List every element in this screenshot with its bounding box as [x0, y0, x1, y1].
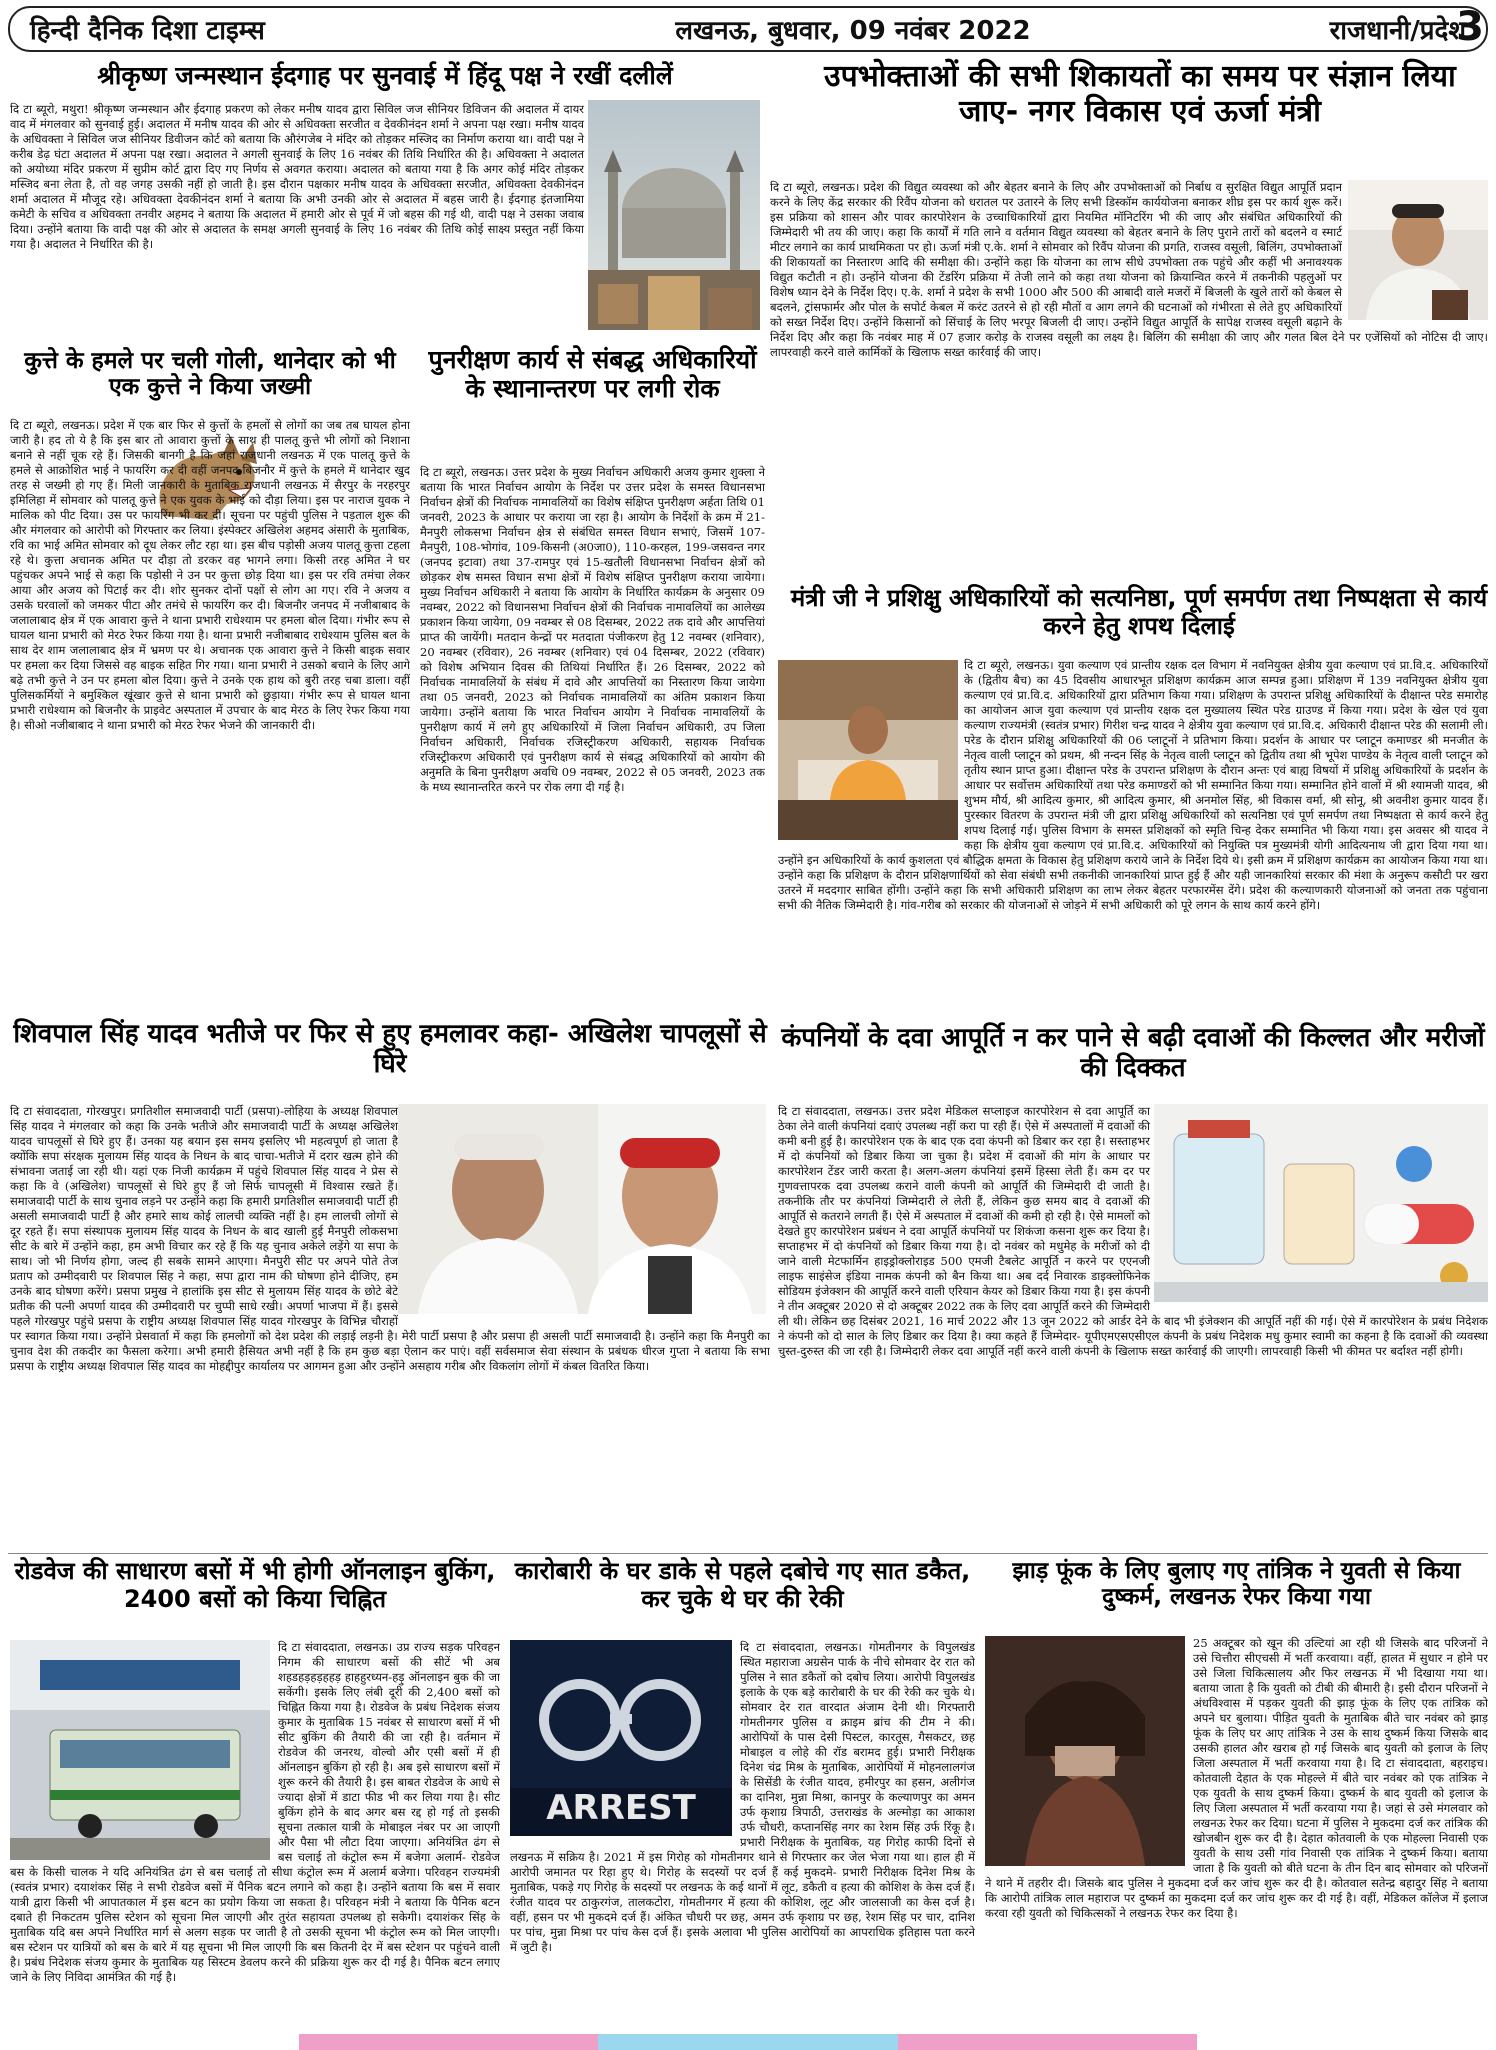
headline-medicine-shortage: कंपनियों के दवा आपूर्ति न कर पाने से बढ़ी दवाओं की किल्लत और मरीजों की दिक्कत: [781, 1023, 1485, 1083]
section-name: राजधानी/प्रदेश: [1329, 16, 1466, 46]
page-number: 3: [1456, 4, 1484, 50]
story-text: दि टा संवाददाता, लखनऊ। उप्र राज्य सड़क परिवहन निगम की साधारण बसों की सीटें भी अब शहडहड़हड़हहड़ हाहहुरध्यन-हड़ु ऑनलाइन बुक की जा सकेंगी। इसके लिए लंबी दूरी की 2,400 बसों को चिह्नित किया गया है। रोडवेज के प्रबंध निदेशक संजय कुमार के मुताबिक 15 नवंबर से साधारण बसों में भी सीट बुकिंग की तैयारी की जा रही है। वर्तमान में रोडवेज की जनरथ, वोल्वो और एसी बसों में ही ऑनलाइन बुकिंग हो रही है। अब इसे साधारण बसों में शुरू करने की तैयारी है। इस बाबत रोडवेज के आधे से ज्यादा क्षेत्रों में डाटा फीड भी कर लिया गया है। सीट बुकिंग होने के बाद अगर बस रद्द हो गई तो इसकी सूचना तत्काल यात्री के मोबाइल नंबर पर आ जाएगी और पैसा भी लौटा दिया जाएगा। अनियंत्रित ढंग से बस चलाई तो कंट्रोल रूम में बजेगा अलार्म- रोडवेज बस के किसी चालक ने यदि अनियंत्रित ढंग से बस चलाई तो सीधा कंट्रोल रूम में अलार्म बजेगा। परिवहन राज्यमंत्री (स्वतंत्र प्रभार) दयाशंकर सिंह ने सभी रोडवेज बसों में पैनिक बटन लगाने को कहा है। उन्होंने बताया कि बस में सवार यात्री द्वारा किसी भी आपातकाल में इस बटन का प्रयोग किया जा सकता है। परिवहन मंत्री ने बताया कि पैनिक बटन दबाते ही निकटतम पुलिस स्टेशन को सूचना मिल जाएगी और तुरंत सहायता उपलब्ध हो सकेगी। दयाशंकर सिंह के मुताबिक यदि बस अपने निर्धारित मार्ग से अलग सड़क पर जाती है तो उसकी सूचना भी कंट्रोल रूम को मिल जाएगी। बस स्टेशन पर यात्रियों को बस के बारे में यह सूचना भी मिल जाएगी कि बस कितनी देर में बस स्टेशन पर पहुंचने वाली है। प्रबंध निदेशक संजय कुमार के मुताबिक यह सिस्टम डेवलप करने की प्रक्रिया शुरू कर दी गई है। पैनिक बटन लगाए जाने के लिए निविदा आमंत्रित की गई है।: [10, 1640, 500, 1984]
headline-shivpal: शिवपाल सिंह यादव भतीजे पर फिर से हुए हमलावर कहा- अखिलेश चापलूसों से घिरे: [13, 1019, 767, 1079]
photo-medicines: [1154, 1104, 1488, 1302]
story-dog-attack-body: [10, 418, 410, 1010]
photo-spacer: [510, 1640, 740, 1840]
story-text: 25 अक्टूबर को खून की उल्टियां आ रही थी जिसके बाद परिजनों ने उसे चित्तौरा सीएचसी में भर्ती करवाया। वहीं, हालत में सुधार न होने पर उसे जिला चिकित्सालय और फिर लखनऊ में भी दिखाया गया था। बताया जाता है कि युवती को टीबी की बीमारी है। इसी दौरान परिजनों ने अंधविश्वास में पड़कर युवती की झाड़ फूंक के लिए एक तांत्रिक को अपने घर बुलाया। पीड़ित युवती के मुताबिक बीते चार नवंबर को झाड़ फूंक के लिए घर आए तांत्रिक ने उस के साथ दुष्कर्म किया जिसके बाद उसकी हालत और खराब हो गई जिसके बाद युवती को इलाज के लिए जिला अस्पताल में भर्ती करवाया गया है। दि टा संवाददाता, बहराइच। कोतवाली देहात के एक मोहल्ले में बीते चार नवंबर को एक तांत्रिक ने एक युवती के साथ दुष्कर्म किया। दुष्कर्म के बाद युवती को इलाज के लिए जिला अस्पताल में भर्ती करवाया गया है। जहां से उसे मंगलवार को लखनऊ रेफर कर दिया। घटना में पुलिस ने मुकदमा दर्ज कर तांत्रिक की खोजबीन शुरू कर दी है। देहात कोतवाली के एक मोहल्ला निवासी एक युवती के साथ उसी गांव निवासी एक तांत्रिक ने दुष्कर्म किया। बताया जाता है कि युवती को बीते घटना के तीन दिन बाद सोमवार को परिजनों ने थाने में तहरीर दी। जिसके बाद पुलिस ने मुकदमा दर्ज कर जांच शुरू कर दी है। कोतवाल सतेन्द्र बहादुर सिंह ने बताया कि आरोपी तांत्रिक लाल महाराज पर दुष्कर्म का मुकदमा दर्ज कर जांच शुरू कर दी गई है। वहीं, मेडिकल कॉलेज में इलाज करवा रही युवती को चिकित्सकों ने लखनऊ रेफर कर दिया है।: [985, 1636, 1488, 1920]
story-dacoits-body: [510, 1640, 975, 2032]
headline-trainee-oath: मंत्री जी ने प्रशिक्षु अधिकारियों को सत्यनिष्ठा, पूर्ण समर्पण तथा निष्पक्षता से कार्य करने हेतु शपथ दिलाई: [790, 584, 1488, 640]
story-text: दि टा ब्यूरो, लखनऊ। युवा कल्याण एवं प्रान्तीय रक्षक दल विभाग में नवनियुक्त क्षेत्रीय युवा कल्याण एवं प्रा.वि.द. अधिकारियों के (द्वितीय बैच) का 45 दिवसीय आधारभूत प्रशिक्षण कार्यक्रम आज सम्पन्न हुआ। प्रशिक्षण में 139 नवनियुक्त क्षेत्रीय युवा कल्याण एवं प्रा.वि.द. अधिकारियों द्वारा प्रतिभाग किया गया। प्रशिक्षण के उपरान्त प्रशिक्षु अधिकारियों के दीक्षान्त परेड समारोह का आयोजन आज युवा कल्याण एवं प्रान्तीय रक्षक दल मुख्यालय स्थित परेड ग्राउण्ड में किया गया। प्रदेश के खेल एवं युवा कल्याण राज्यमंत्री (स्वतंत्र प्रभार) गिरीश चन्द्र यादव ने क्षेत्रीय युवा कल्याण एवं प्रा.वि.द. अधिकारी दीक्षान्त परेड की सलामी ली। परेड के दौरान प्रशिक्षु अधिकारियों की 06 प्लाटूनों ने प्रतिभाग किया। प्रदर्शन के आधार पर प्लाटून कमाण्डर श्री मनजीत के नेतृत्व वाली प्लाटून को प्रथम, श्री नन्दन सिंह के नेतृत्व वाली प्लाटून को द्वितीय तथा श्री भूपेश पाण्डेय के नेतृत्व वाली प्लाटून को तृतीय स्थान प्राप्त हुआ। दीक्षान्त परेड के उपरान्त प्रशिक्षण के दौरान अन्तः एवं बाह्य विषयों में प्रशिक्षु अधिकारियों के प्रदर्शन के आधार पर सर्वोत्तम अधिकारियों तथा परेड कमाण्डरों को भी सम्मानित किया गया। सम्मानित होने वालों में श्री श्यामजी यादव, श्री शुभम मौर्य, श्री आदित्य कुमार, श्री आदित्य कुमार, श्री अनमोल सिंह, श्री विकास वर्मा, श्री सोनू, श्री अवनीश कुमार यादव हैं। पुरस्कार वितरण के उपरान्त मंत्री जी द्वारा प्रशिक्षु अधिकारियों को सत्यनिष्ठा एवं पूर्ण समर्पण तथा निष्पक्षता से कार्य करने हेतु शपथ दिलाई गई। पुलिस विभाग के समस्त प्रशिक्षकों को स्मृति चिन्ह देकर सम्मानित भी किया गया। इस अवसर श्री यादव ने कहा कि क्षेत्रीय युवा कल्याण एवं प्रा.वि.द. अधिकारियों को नियुक्ति पत्र मुख्यमंत्री योगी आदित्यनाथ जी द्वारा दिया गया था। उन्होंने इन अधिकारियों के कार्य कुशलता एवं बौद्धिक क्षमता के विकास हेतु प्रशिक्षण कराये जाने के निर्देश दिये थे। इसी क्रम में प्रशिक्षण कार्यक्रम का आयोजन किया गया था। उन्होंने कहा कि प्रशिक्षण के दौरान प्रशिक्षणार्थियों को सेवा संबंधी सभी तकनीकी जानकारियां प्राप्त हुई हैं और यही जानकारियां सरकार की मंशा के अनुरूप कसौटी पर खरा उतरने में मददगार साबित होंगी। उन्होंने कहा कि सभी अधिकारी प्रशिक्षण का लाभ लेकर बेहतर परफारमेंस देंगे। प्रदेश की कल्याणकारी योजनाओं को जनता तक पहुंचाना सभी की नैतिक जिम्मेदारी है। गांव-गरीब को सरकार की योजनाओं से जोड़ने में सभी अधिकारी को पूरे लगन के साथ कार्य करने होंगे।: [778, 658, 1488, 912]
story-tantrik-body: [985, 1636, 1488, 2032]
photo-mathura-temple: [588, 100, 760, 330]
headline-revision-transfer-ban: पुनरीक्षण कार्य से संबद्ध अधिकारियों के स्थानान्तरण पर लगी रोक: [428, 345, 757, 403]
headline-consumer-complaints: उपभोक्ताओं की सभी शिकायतों का समय पर संज्ञान लिया जाए- नगर विकास एवं ऊर्जा मंत्री: [824, 59, 1456, 129]
arrest-photo-label: ARREST: [546, 1788, 696, 1828]
photo-shivpal-akhilesh: [398, 1104, 766, 1314]
newspaper-name: हिन्दी दैनिक दिशा टाइम्स: [30, 16, 265, 46]
headline-roadways-booking: रोडवेज की साधारण बसों में भी होगी ऑनलाइन बुकिंग, 2400 बसों को किया चिह्नित: [14, 1557, 496, 1613]
headline-janmasthan: श्रीकृष्ण जन्मस्थान ईदगाह पर सुनवाई में हिंदू पक्ष ने रखीं दलीलें: [97, 61, 673, 90]
footer-color-bar: [0, 2034, 1496, 2050]
story-roadways-body: [10, 1640, 500, 2032]
story-text: दि टा ब्यूरो, मथुरा! श्रीकृष्ण जन्मस्थान और ईदगाह प्रकरण को लेकर मनीष यादव द्वारा सिविल जज सीनियर डिविजन की अदालत में दायर वाद में मंगलवार को सुनवाई हुई। अदालत में मनीष यादव की ओर से अधिवक्ता सरजीत व देवकीनंदन शर्मा ने अपना पक्ष रखा। मनीष यादव के अधिवक्ता ने सिविल जज सीनियर डिवीजन कोर्ट को बताया कि औरंगजेब ने मंदिर को तोड़कर मस्जिद का निर्माण कराया था। वादी पक्ष ने करीब डेढ़ घंटा अदालत में अपना पक्ष रखा। अदालत ने अगली सुनवाई के लिए 16 नवंबर की तिथि निर्धारित की है। अधिवक्ता ने अदालत को अयोध्या मंदिर प्रकरण में सुप्रीम कोर्ट द्वारा दिए गए निर्णय से अवगत कराया। अदालत को बताया गया है कि अगर कोई मंदिर तोड़कर मस्जिद बना लेता है, तो वह जगह उसकी नहीं हो जाती है। इस दौरान पक्षकार मनीष यादव के अधिवक्ता सरजीत, अधिवक्ता देवकीनंदन शर्मा अदालत में मौजूद रहे। अधिवक्ता देवकीनंदन शर्मा ने बताया कि अभी उनकी ओर से अदालत में बहस जारी है। ईदगाह इंतजामिया कमेटी के सचिव व अधिवक्ता तनवीर अहमद ने बताया कि अदालत में हमारी ओर से पूर्व में जो बहस की गई थी, वादी पक्ष ने उसका जवाब दिया। उन्होंने बताया कि वादी पक्ष की ओर से अदालत के समक्ष अगली सुनवाई के लिए 16 नवंबर की तिथि कोई साक्ष्य प्रस्तुत नहीं किया गया है। अदालत ने निर्धारित की है।: [10, 102, 584, 251]
photo-spacer: [985, 1636, 1193, 1870]
headline-dacoits-arrested: कारोबारी के घर डाके से पहले दबोचे गए सात डकैत, कर चुके थे घर की रेकी: [514, 1557, 971, 1613]
photo-energy-minister: [1348, 180, 1488, 320]
headline-dog-attack: कुत्ते के हमले पर चली गोली, थानेदार को भी एक कुत्ते ने किया जख्मी: [24, 348, 396, 401]
story-revision-body: दि टा ब्यूरो, लखनऊ। उत्तर प्रदेश के मुख्य निर्वाचन अधिकारी अजय कुमार शुक्ला ने बताया कि भारत निर्वाचन आयोग के निर्देश पर उत्तर प्रदेश के समस्त विधानसभा निर्वाचन क्षेत्रों की निर्वाचक नामावलियों का विशेष संक्षिप्त पुनरीक्षण अर्हता तिथि 01 जनवरी, 2023 के आधार पर कराया जा रहा है। आयोग के निर्देशों के क्रम में 21-मैनपुरी लोकसभा निर्वाचन क्षेत्र से संबंधित समस्त विधान सभाएं, जिसमें 107-मैनपुरी, 108-भोगांव, 109-किसनी (अ0जा0), 110-करहल, 199-जसवन्त नगर (जनपद इटावा) तथा 37-रामपुर एवं 15-खतौली विधानसभा निर्वाचन क्षेत्रों को छोड़कर शेष समस्त विधान सभा क्षेत्रों में विशेष संक्षिप्त पुनरीक्षण कराया जायेगा। मुख्य निर्वाचन अधिकारी ने बताया कि आयोग के निर्धारित कार्यक्रम के अनुसार 09 नवम्बर, 2022 को विधानसभा निर्वाचन क्षेत्रों की निर्वाचक नामावलियों का आलेख्य प्रकाशन किया जायेगा, 09 नवम्बर से 08 दिसम्बर, 2022 तक दावे और आपत्तियां प्राप्त की जायेंगी। मतदान केन्द्रों पर मतदाता पंजीकरण हेतु 12 नवम्बर (शनिवार), 20 नवम्बर (रविवार), 26 नवम्बर (शनिवार) एवं 04 दिसम्बर, 2022 (रविवार) को विशेष अभियान दिवस की तिथियां निर्धारित हैं। 26 दिसम्बर, 2022 को निर्वाचक नामावलियों के संबंध में दावे और आपत्तियों का निस्तारण किया जायेगा तथा 05 जनवरी, 2023 को निर्वाचक नामावलियों का अंतिम प्रकाशन किया जायेगा। उन्होंने बताया कि भारत निर्वाचन आयोग ने निर्वाचक नामावलियों के पुनरीक्षण कार्य में लगे हुए अधिकारियों में जिला निर्वाचन अधिकारी, उप जिला निर्वाचन अधिकारी, निर्वाचक रजिस्ट्रीकरण अधिकारी, सहायक निर्वाचक रजिस्ट्रीकरण अधिकारी एवं पुनरीक्षण कार्य से संबद्ध अधिकारियों को आयोग की अनुमति के बिना पुनरीक्षण अवधि 09 नवम्बर, 2022 से 05 जनवरी, 2023 तक के मध्य स्थानान्तरित करने पर रोक लगा दी गई है।: [420, 465, 765, 794]
divider: [8, 1553, 1488, 1554]
story-text: दि टा संवाददाता, लखनऊ। गोमतीनगर के विपुलखंड स्थित महाराजा अग्रसेन पार्क के नीचे सोमवार देर रात को पुलिस ने सात डकैतों को दबोच लिया। आरोपी विपुलखंड इलाके के एक बड़े कारोबारी के घर की रेकी कर चुके थे। सोमवार देर रात वारदात अंजाम देनी थी। गिरफ्तारी गोमतीनगर पुलिस व क्राइम ब्रांच की टीम ने की। आरोपियों के पास देसी पिस्टल, कारतूस, गैसकटर, छह मोबाइल व लोहे की रॉड बरामद हुई। प्रभारी निरीक्षक दिनेश चंद्र मिश्र के मुताबिक, आरोपियों में मोहनलालगंज के सिसेंडी के रंजीत यादव, हमीरपुर का हसन, अलीगंज का दानिश, मुन्ना मिश्रा, कानपुर के कल्याणपुर का अमन उर्फ कृशाग्र त्रिपाठी, उत्तराखंड के अल्मोड़ा का आकाश उर्फ चौधरी, कप्तानसिंह नगर का रेशम सिंह उर्फ रिंकू है। प्रभारी निरीक्षक के मुताबिक, यह गिरोह काफी दिनों से लखनऊ में सक्रिय है। 2021 में इस गिरोह को गोमतीनगर थाने से गिरफ्तार कर जेल भेजा गया था। हाल ही में आरोपी जमानत पर रिहा हुए थे। गिरोह के सदस्यों पर दर्ज हैं कई मुकदमे- प्रभारी निरीक्षक दिनेश मिश्र के मुताबिक, पकड़े गए गिरोह के सदस्यों पर लखनऊ के कई थानों में लूट, डकैती व हत्या की कोशिश के केस दर्ज हैं। रंजीत यादव पर ठाकुरगंज, तालकटोरा, गोमतीनगर में हत्या की कोशिश, लूट और जालसाजी का केस दर्ज है। वहीं, हसन पर भी मुकदमे दर्ज हैं। अंकित चौधरी पर छह, अमन उर्फ कृशाग्र पर छह, रेशम सिंह पर चार, दानिश पर पांच, मुन्ना मिश्रा पर पांच केस दर्ज हैं। इसके अलावा भी पुलिस आरोपियों का आपराधिक इतिहास पता करने में जुटी है।: [510, 1640, 975, 1954]
story-text: दि टा ब्यूरो, लखनऊ। प्रदेश में एक बार फिर से कुत्तों के हमलों से लोगों का जब तब घायल होना जारी है। हद तो ये है कि इस बार तो आवारा कुत्तों के साथ ही पालतू कुत्ते भी लोगों को निशाना बनाने से नहीं चूक रहे हैं। जिसकी बानगी है कि जहां राजधानी लखनऊ में एक पालतू कुत्ते के हमले से आक्रोशित भाई ने फायरिंग कर दी वहीं जनपद बिजनौर में कुत्ते के हमले में थानेदार खुद तरह से जख्मी हो गए हैं। मिली जानकारी के मुताबिक राजधानी लखनऊ में सैरपुर के नरहरपुर इमिलिहा में सोमवार को पालतू कुत्ते ने एक युवक के भाई को दौड़ा लिया। इस पर नाराज युवक ने मालिक को पीट दिया। उस पर फायरिंग भी कर दी। सूचना पर पहुंची पुलिस ने पड़ताल शुरू की और मंगलवार को आरोपी को गिरफ्तार कर लिया। इंस्पेक्टर अखिलेश अहमद अंसारी के मुताबिक, रवि का भाई अमित सोमवार को दूध लेकर लौट रहा था। इस बीच पड़ोसी अजय पालतू कुत्ता टहला रहे थे। कुत्ता अचानक अमित पर दौड़ा तो डरकर वह भागने लगा। किसी तरह अमित ने घर पहुंचकर अपने भाई से कहा कि पड़ोसी ने उन पर कुत्ता छोड़ दिया था। इस पर रवि तमंचा लेकर आया और अजय को पिटाई कर दी। शोर सुनकर दोनों पक्षों से लोग आ गए। रवि ने अजय व उसके घरवालों को जमकर पीटा और तमंचे से फायरिंग कर दी। बिजनौर जनपद में नजीबाबाद के जलालाबाद क्षेत्र में एक आवारा कुत्ते ने थाना प्रभारी राधेश्याम पर हमला बोल दिया। गंभीर रूप से घायल थाना प्रभारी को मेरठ रेफर किया गया है। थाना प्रभारी नजीबाबाद राधेश्याम पुलिस बल के साथ देर शाम जलालाबाद क्षेत्र में भ्रमण पर थे। अचानक एक आवारा कुत्ते ने किसी बाइक सवार पर हमला कर दिया जिससे वह बाइक सहित गिर गया। थाना प्रभारी ने उसको बचाने के लिए आगे बढ़े तभी कुत्ते ने उन पर हमला बोल दिया। कुत्ते ने उनके एक हाथ को बुरी तरह चबा डाला। वहीं पुलिसकर्मियों ने बमुश्किल खूंखार कुत्ते से थाना प्रभारी को छुड़ाया। गंभीर रूप से घायल थाना प्रभारी राधेश्याम को बिजनौर के प्राइवेट अस्पताल में उपचार के बाद मेरठ के लिए रेफर किया गया है। सीओ नजीबाबाद ने थाना प्रभारी को मेरठ रेफर भेजने की जानकारी दी।: [10, 418, 410, 732]
headline-tantrik: झाड़ फूंक के लिए बुलाए गए तांत्रिक ने युवती से किया दुष्कर्म, लखनऊ रेफर किया गया: [1012, 1558, 1461, 1611]
masthead: [8, 6, 1488, 52]
story-trainee-oath-body: [778, 658, 1488, 1014]
story-text: दि टा संवाददाता, गोरखपुर। प्रगतिशील समाजवादी पार्टी (प्रसपा)-लोहिया के अध्यक्ष शिवपाल सिंह यादव ने मंगलवार को कहा कि उनके भतीजे और समाजवादी पार्टी के अध्यक्ष अखिलेश यादव चापलूसों से घिरे हुए हैं। उनका यह बयान इस समय इसलिए भी महत्वपूर्ण हो जाता है क्योंकि सपा संरक्षक मुलायम सिंह यादव के निधन के बाद चाचा-भतीजे में दरार खत्म होने की संभावना जताई जा रही थी। यहां एक निजी कार्यक्रम में पहुंचे शिवपाल सिंह यादव ने प्रेस से कहा कि वे (अखिलेश) चापलूसों से घिरे हुए हैं जो सिर्फ चापलूसी में विश्वास रखते हैं। समाजवादी पार्टी के साथ चुनाव लड़ने पर उन्होंने कहा कि हमारी प्रगतिशील समाजवादी पार्टी ही असली समाजवादी पार्टी है और हमारे साथ कोई लालची व्यक्ति नहीं है। हम लालची लोगों से दूर रहते हैं। सपा संस्थापक मुलायम सिंह यादव के निधन के बाद खाली हुई मैनपुरी लोकसभा सीट के बारे में उन्होंने कहा, हम अभी विचार कर रहे हैं कि यह चुनाव अकेले लड़ेंगे या सपा के साथ। जो भी निर्णय होगा, जल्द ही सबके सामने आएगा। मैनपुरी सीट पर अपने पोते तेज प्रताप को उम्मीदवारी पर शिवपाल सिंह ने कहा, सपा द्वारा नाम की घोषणा होने दीजिए, हम उनके बाद घोषणा करेंगे। प्रसपा प्रमुख ने हालांकि इस सीट से मुलायम सिंह यादव के छोटे बेटे प्रतीक की पत्नी अपर्णा यादव की उम्मीदवारी पर चुप्पी साधे रखी। अपर्णा भाजपा में हैं। इससे पहले गोरखपुर पहुंचे प्रसपा के राष्ट्रीय अध्यक्ष शिवपाल सिंह यादव गोरखपुर के विभिन्न चौराहों पर स्वागत किया गया। उन्होंने प्रेसवार्ता में कहा कि हमलोगों को देश प्रदेश की लड़ाई लड़नी है। मेरी पार्टी प्रसपा है और प्रसपा ही असली पार्टी समाजवादी है। उन्होंने कहा कि मैनपुरी का चुनाव देश की तकदीर का फैसला करेगा। अभी हमारी हैसियत अभी नहीं है कि हम कुछ बड़ा ऐलान कर पाएं। वहीं सर्वसमाज सेवा संस्थान के प्रबंधक धीरज गुप्ता ने बताया कि सभा प्रसपा के राष्ट्रीय अध्यक्ष शिवपाल सिंह यादव का मोहद्दीपुर कार्यालय पर आगमन हुआ और उन्होंने असहाय गरीब और विकलांग लोगों में कंबल वितरित किया।: [10, 1104, 770, 1373]
story-text: दि टा संवाददाता, लखनऊ। उत्तर प्रदेश मेडिकल सप्लाइज कारपोरेशन से दवा आपूर्ति का ठेका लेने वाली कंपनियां दवाएं उपलब्ध नहीं करा पा रही हैं। ऐसे में अस्पतालों में दवाओं की कमी बनी हुई है। कारपोरेशन एक के बाद एक दवा कंपनी को डिबार कर रहा है। सस्ताहभर में दो कंपनियों को डिबार किया जा चुका है। प्रदेश में दवाओं की मांग के आधार पर कारपोरेशन टेंडर जारी करता है। अलग-अलग कंपनियां इसमें हिस्सा लेती हैं। कम दर पर गुणवत्तापरक दवा उपलब्ध कराने वाली कंपनी को आपूर्ति की जिम्मेदारी दी जाती है। तकनीकि तौर पर कंपनियां जिम्मेदारी ले लेती हैं, लेकिन कुछ समय बाद वे दवाओं की आपूर्ति से कतराने लगती हैं। ऐसे में अस्पताल में दवाओं की कमी हो रही है। ऐसे मामलों को देखते हुए कारपोरेशन प्रबंधन ने दवा आपूर्ति कंपनियों पर शिकंजा कसना शुरू कर दिया है। सप्ताहभर में दो कंपनियों को डिबार किया गया है। दो नवंबर को मधुमेह के मरीजों को दी जाने वाली मेटफार्मिन हाइड्रोक्लोराइड 500 एमजी टैबलेट आपूर्ति न करने पर एएनजी लाइफ साइंसेज इंडिया नामक कंपनी को बैन किया था। अब दर्द निवारक डाइक्लोफिनेक सोडियम इंजेक्शन की आपूर्ति करने वाली एरियान केयर को डिबार किया गया है। इस कंपनी ने तीन अक्टूबर 2020 से दो अक्टूबर 2022 तक के लिए दवा आपूर्ति करने की जिम्मेदारी ली थी। लेकिन छह दिसंबर 2021, 16 मार्च 2022 और 13 जून 2022 को आर्डर देने के बाद भी इंजेक्शन की आपूर्ति नहीं की गई। ऐसे में कारपोरेशन के प्रबंध निदेशक ने कंपनी को दो साल के लिए डिबार कर दिया है। क्या कहते हैं जिम्मेदार- यूपीएमएसएसीएल कंपनी के प्रबंध निदेशक मधु कुमार स्वामी का कहना है कि दवाओं की व्यवस्था चुस्त-दुरुस्त की जा रही है। जिम्मेदारी लेकर दवा आपूर्ति नहीं करने वाली कंपनी के खिलाफ सख्त कार्रवाई की जाएगी। लापरवाही किसी भी कीमत पर बर्दाश्त नहीं होगी।: [778, 1104, 1488, 1358]
dateline: लखनऊ, बुधवार, 09 नवंबर 2022: [675, 16, 1031, 46]
photo-spacer: [778, 658, 964, 844]
photo-spacer: [10, 1640, 278, 1864]
story-text: दि टा ब्यूरो, लखनऊ। प्रदेश की विद्युत व्यवस्था को और बेहतर बनाने के लिए और उपभोक्ताओं को निर्बाध व सुरक्षित विद्युत आपूर्ति प्रदान करने के लिए केंद्र सरकार की रिवैंप योजना को धरातल पर उतारने के लिए सभी डिस्कॉम कार्ययोजना बनाकर शीघ्र इस पर कार्य शुरू करें। इस प्रक्रिया को शासन और पावर कारपोरेशन के उच्चाधिकारियों द्वारा नियमित मॉनिटरिंग भी की जाए और संबंधित अधिकारियों की जिम्मेदारी भी तय की जाए। कहा कि कार्यों में गति लाने व वर्तमान विद्युत व्यवस्था को बेहतर बनाने के लिए पुराने तारों को बदलने व स्मार्ट मीटर लगाने का कार्य प्राथमिकता पर हो। ऊर्जा मंत्री ए.के. शर्मा ने सोमवार को रिवैंप योजना की प्रगति, राजस्व वसूली, बिलिंग, उपभोक्ताओं की शिकायतों का निस्तारण आदि की समीक्षा की। उन्होंने कहा कि योजना का लाभ सीधे उपभोक्ता तक पहुंचे और कहीं भी अनावश्यक विद्युत कटौती न हो। उन्होंने योजना की टेंडरिंग प्रक्रिया में तेजी लाने को कहा तथा योजना को क्रियान्वित करने में तकनीकी पहलुओं पर विशेष ध्यान देने के निर्देश दिए। ए.के. शर्मा ने प्रदेश के सभी 1000 और 500 की आबादी वाले मजरों में बिजली के खुले तारों को केबल से बदलने, ट्रांसफार्मर और पोल के सपोर्ट केबल में करंट उतरने से हो रही मौतों व आग लगने की घटनाओं को गंभीरता से लेते हुए अधिकारियों को सख्त निर्देश दिए। उन्होंने किसानों को सिंचाई के लिए भरपूर बिजली दी जाए। उन्होंने विद्युत आपूर्ति के सापेक्ष राजस्व वसूली बढ़ाने के निर्देश दिए और कहा कि नवंबर माह में 07 हजार करोड़ के राजस्व वसूली का लक्ष्य है। बिलिंग की समीक्षा की जाए और गलत बिल देने पर एजेंसियों को नोटिस दी जाए। लापरवाही करने वाले कार्मिकों के खिलाफ सख्त कार्रवाई की जाए।: [770, 180, 1488, 359]
